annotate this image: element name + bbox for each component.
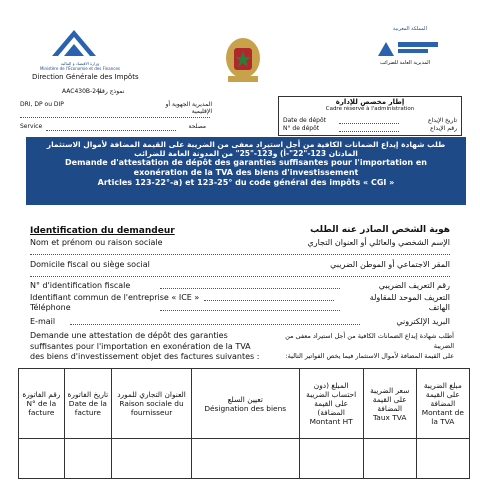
form-code-ar: نموذج رقم [98, 88, 125, 95]
col-vat-amount [416, 369, 469, 439]
cell-vat-rate[interactable] [363, 439, 416, 479]
col-amount-ht-ar: المبلغ (دون احتساب الضريبة على القيمة المضافة) [306, 381, 357, 417]
banner-title-ar-1: طلب شهادة إيداع الضمانات الكافية من أجل استيراد معفى من الضريبة على القيمة المضافة لأموال الاستثمار [46, 140, 446, 149]
request-ar-line-2: على القيمة المضافة لأموال الاستثمار فيما يخص الفواتير التالية: [285, 352, 454, 360]
col-goods-fr: Désignation des biens [204, 403, 287, 413]
tax-id-label: N° d'identification fiscale [30, 281, 131, 290]
col-invoice-date-fr: Date de la facture [68, 399, 107, 417]
identification-title-ar: هوية الشخص الصادر عنه الطلب [310, 225, 450, 235]
dgi-logo [372, 36, 442, 74]
col-vat-rate-fr: Taux TVA [373, 412, 407, 422]
col-amount-ht-fr: Montant HT [309, 417, 353, 426]
invoice-table-header-row [19, 369, 470, 439]
admin-box-title-ar: إطار مخصص للإدارة [335, 98, 405, 106]
col-goods-ar: تعيين السلع [227, 394, 263, 404]
dri-label: DRI, DP ou DIP [20, 101, 64, 108]
request-fr-line-1: Demande une attestation de dépôt des garanties [30, 331, 228, 340]
dri-label-ar: المديرية الجهوية أو الإقليمية [165, 101, 212, 115]
col-vat-rate-ar: سعر الضريبة على القيمة المضافة [370, 385, 410, 413]
banner-title-fr-1: Demande d'attestation de dépôt des garanties suffisantes pour l'importation en [65, 158, 427, 167]
ministry-name-fr: Ministère de l'Économie et des Finances [39, 66, 121, 71]
email-label: E-mail [30, 317, 56, 326]
request-fr-line-3: des biens d'investissement objet des factures suivantes : [30, 352, 260, 361]
deposit-no-label: N° de dépôt [283, 125, 320, 132]
ministry-logo [44, 26, 104, 64]
dri-dotted-line[interactable] [20, 116, 210, 118]
col-goods [191, 369, 299, 439]
col-invoice-number-fr: N° de la facture [26, 399, 57, 417]
col-invoice-number [19, 369, 65, 439]
request-ar-line-1: أطلب شهادة إيداع الضمانات الكافية من أجل استيراد معفى من الضريبة [285, 332, 454, 350]
col-invoice-number-ar: رقم الفاتورة [22, 390, 61, 399]
service-label-ar: مصلحة [188, 123, 206, 130]
deposit-date-field[interactable] [339, 123, 399, 124]
banner-title-fr-3: Articles 123-22°-a) et 123-25° du code général des impôts « CGI » [97, 178, 395, 187]
form-code: AAC430B-24I [62, 88, 102, 95]
admin-box-title-fr: Cadre réservé à l'administration [325, 106, 415, 112]
table-row [19, 439, 470, 479]
name-label-ar: الإسم الشخصي والعائلي أو العنوان التجاري [307, 238, 450, 247]
admin-box [278, 96, 462, 136]
cell-supplier[interactable] [112, 439, 192, 479]
deposit-no-label-ar: رقم الإيداع [430, 125, 457, 132]
coat-of-arms-emblem [224, 36, 262, 86]
ice-label-ar: التعريف الموحد للمقاولة [369, 293, 450, 302]
dgi-title-ar: المديرية العامة للضرائب [380, 60, 430, 66]
identification-title-fr: Identification du demandeur [30, 226, 175, 236]
request-text-ar [272, 331, 454, 361]
cell-amount-ht[interactable] [299, 439, 363, 479]
ice-label: Identifiant commun de l'entreprise « ICE » [30, 293, 200, 302]
dgi-title-fr: Direction Générale des Impôts [32, 73, 139, 81]
col-vat-amount-ar: مبلغ الضريبة على القيمة المضافة [423, 381, 462, 408]
col-supplier-fr: Raison sociale du fournisseur [119, 399, 184, 417]
banner-title-fr-2: exonération de la TVA des biens d'investissement [133, 168, 359, 177]
service-label: Service [20, 123, 43, 130]
col-supplier [112, 369, 192, 439]
email-field[interactable] [70, 324, 360, 325]
cell-vat-amount[interactable] [416, 439, 469, 479]
tax-id-label-ar: رقم التعريف الضريبي [378, 281, 450, 290]
invoice-table [18, 368, 470, 479]
address-label: Domicile fiscal ou siège social [30, 260, 150, 269]
deposit-date-label: Date de dépôt [283, 117, 326, 124]
col-invoice-date [64, 369, 111, 439]
col-invoice-date-ar: تاريخ الفاتورة [67, 390, 109, 399]
col-amount-ht [299, 369, 363, 439]
banner-title-ar-2: المادتان 123-"22"-أ) و123-"25" من المدونة العامة للضرائب [134, 149, 358, 158]
name-label: Nom et prénom ou raison sociale [30, 238, 163, 247]
phone-field[interactable] [160, 310, 340, 311]
request-text-fr [30, 331, 272, 363]
col-vat-rate [363, 369, 416, 439]
address-field[interactable] [30, 276, 450, 277]
cell-invoice-date[interactable] [64, 439, 111, 479]
ministry-name-ar: وزارة الاقتصاد و المالية [60, 61, 100, 66]
email-label-ar: البريد الإلكتروني [396, 317, 450, 326]
kingdom-text: المملكة المغربية [393, 26, 427, 32]
deposit-date-label-ar: تاريخ الإيداع [427, 117, 457, 124]
col-supplier-ar: العنوان التجاري للمورد [117, 390, 186, 399]
tax-id-field[interactable] [160, 288, 340, 289]
phone-label: Téléphone [30, 303, 71, 312]
col-vat-amount-fr: Montant de la TVA [421, 408, 464, 426]
cell-goods[interactable] [191, 439, 299, 479]
address-label-ar: المقر الاجتماعي أو الموطن الضريبي [330, 260, 450, 269]
cell-invoice-number[interactable] [19, 439, 65, 479]
title-banner [26, 137, 466, 205]
service-field[interactable] [46, 129, 176, 131]
deposit-no-field[interactable] [339, 131, 399, 132]
request-fr-line-2: suffisantes pour l'importation en exonération de la TVA [30, 341, 251, 351]
name-field[interactable] [30, 254, 450, 255]
phone-label-ar: الهاتف [428, 303, 450, 312]
ice-field[interactable] [204, 300, 334, 301]
